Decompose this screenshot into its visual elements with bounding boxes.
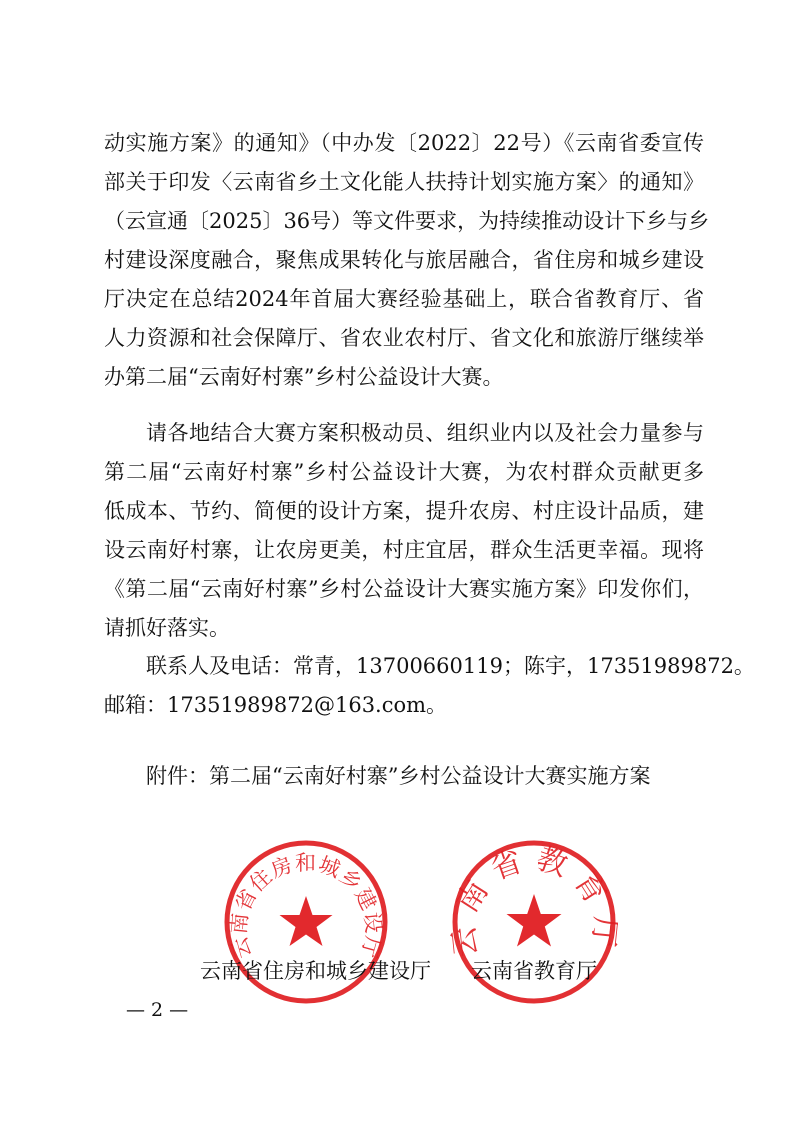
text-line: 动实施方案》的通知》（中办发〔2022〕22号）《云南省委宣传 xyxy=(104,131,704,155)
text-line: 设云南好村寨，让农房更美，村庄宜居，群众生活更幸福。现将 xyxy=(104,538,704,562)
text-line: 厅决定在总结2024年首届大赛经验基础上，联合省教育厅、省 xyxy=(104,287,704,311)
text-line: 请抓好落实。 xyxy=(104,616,230,640)
text-line: 人力资源和社会保障厅、省农业农村厅、省文化和旅游厅继续举 xyxy=(104,326,704,350)
text-line: 第二届“云南好村寨”乡村公益设计大赛，为农村群众贡献更多 xyxy=(104,460,704,484)
paragraph-2 xyxy=(104,414,704,648)
signer-education-department: 云南省教育厅 xyxy=(471,959,597,983)
text-line: （云宣通〔2025〕36号）等文件要求，为持续推动设计下乡与乡 xyxy=(104,209,710,233)
text-line: 《第二届“云南好村寨”乡村公益设计大赛实施方案》印发你们， xyxy=(104,577,704,601)
text-line: 部关于印发〈云南省乡土文化能人扶持计划实施方案〉的通知》 xyxy=(104,170,704,194)
text-line: 办第二届“云南好村寨”乡村公益设计大赛。 xyxy=(104,365,504,389)
seal-arc-text: 南省教育 xyxy=(450,841,618,919)
seal-arc-text: 云南省住房和城乡建设厅 xyxy=(226,850,386,962)
text-line: 请各地结合大赛方案积极动员、组织业内以及社会力量参与 xyxy=(146,421,704,445)
paragraph-1 xyxy=(104,124,710,397)
star-icon xyxy=(280,896,333,946)
attachment-line: 附件：第二届“云南好村寨”乡村公益设计大赛实施方案 xyxy=(146,764,651,788)
text-line: 低成本、节约、简便的设计方案，提升农房、村庄设计品质，建 xyxy=(104,499,704,523)
star-icon xyxy=(507,894,562,947)
signer-housing-department: 云南省住房和城乡建设厅 xyxy=(200,959,431,983)
paragraph-contact xyxy=(104,647,755,725)
contact-phone-line: 联系人及电话：常青，13700660119；陈宇，17351989872。 xyxy=(146,654,755,678)
page-number: — 2 — xyxy=(126,999,189,1021)
text-line: 村建设深度融合，聚焦成果转化与旅居融合，省住房和城乡建设 xyxy=(104,248,704,272)
contact-email-line: 邮箱：17351989872@163.com。 xyxy=(104,693,448,717)
